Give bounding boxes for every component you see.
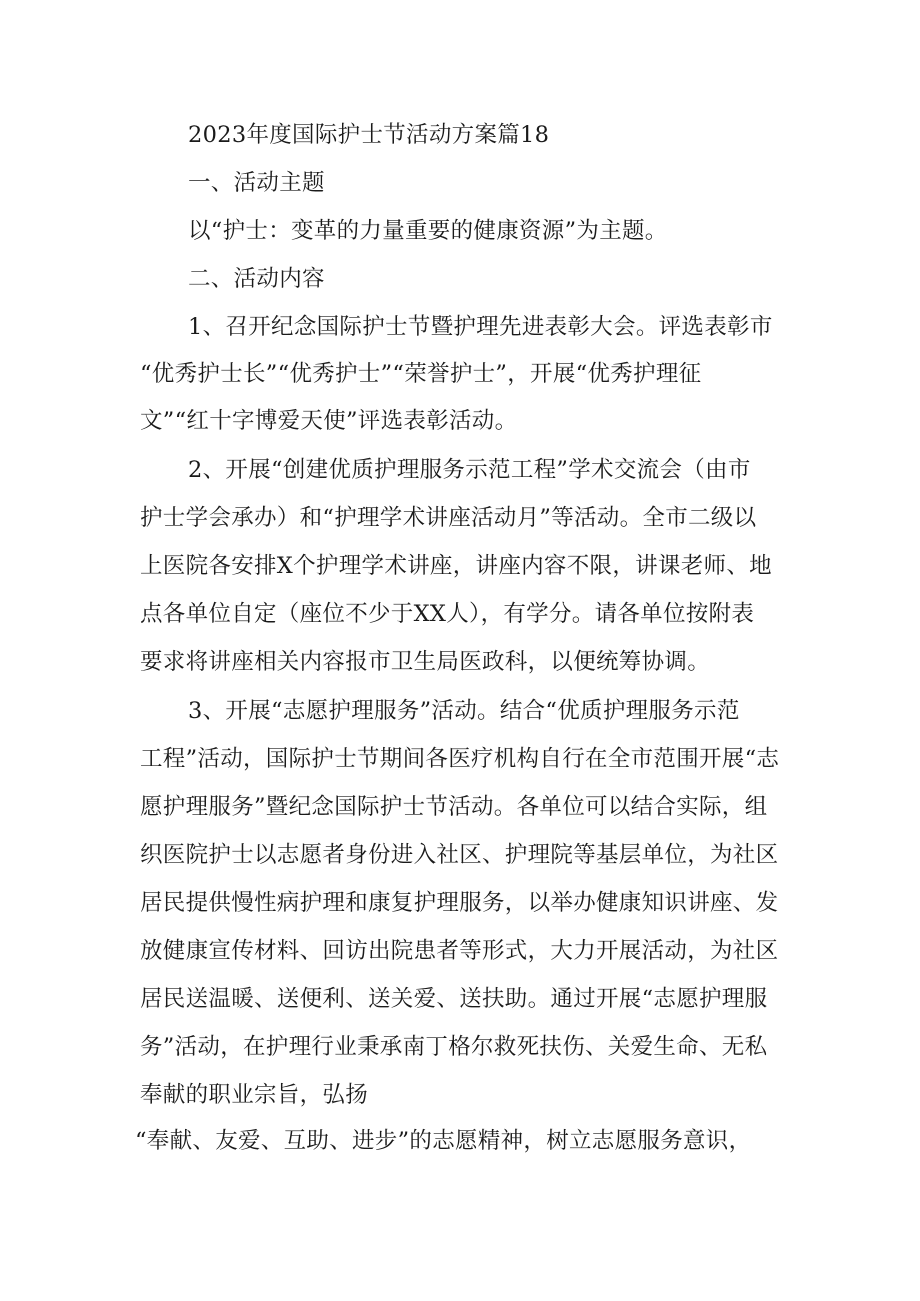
paragraph-line: 3、开展“志愿护理服务”活动。结合“优质护理服务示范 bbox=[188, 698, 740, 724]
paragraph-line: 务”活动，在护理行业秉承南丁格尔救死扶伤、关爱生命、无私 bbox=[140, 1034, 768, 1060]
paragraph-line: 点各单位自定（座位不少于XX人），有学分。请各单位按附表 bbox=[140, 601, 755, 627]
document-title: 2023年度国际护士节活动方案篇18 bbox=[188, 122, 550, 148]
paragraph-line: 2、开展“创建优质护理服务示范工程”学术交流会（由市 bbox=[188, 457, 751, 483]
paragraph-line: “优秀护士长”“优秀护士”“荣誉护士”，开展“优秀护理征 bbox=[140, 361, 702, 387]
paragraph-line: 1、召开纪念国际护士节暨护理先进表彰大会。评选表彰市 bbox=[188, 314, 773, 340]
paragraph-line: 文”“红十字博爱天使”评选表彰活动。 bbox=[140, 408, 518, 434]
paragraph-line: 居民送温暖、送便利、送关爱、送扶助。通过开展“志愿护理服 bbox=[140, 986, 768, 1012]
paragraph-line: 居民提供慢性病护理和康复护理服务，以举办健康知识讲座、发 bbox=[140, 890, 779, 916]
paragraph-line: 以“护士：变革的力量重要的健康资源”为主题。 bbox=[188, 218, 668, 244]
paragraph-line: 奉献的职业宗旨，弘扬 bbox=[140, 1082, 369, 1108]
paragraph-line: 放健康宣传材料、回访出院患者等形式，大力开展活动，为社区 bbox=[140, 938, 779, 964]
section-heading-content: 二、活动内容 bbox=[188, 266, 325, 292]
paragraph-line: 工程”活动，国际护士节期间各医疗机构自行在全市范围开展“志 bbox=[140, 746, 780, 772]
paragraph-line: “奉献、友爱、互助、进步”的志愿精神，树立志愿服务意识， bbox=[135, 1128, 752, 1154]
paragraph-line: 上医院各安排X个护理学术讲座，讲座内容不限，讲课老师、地 bbox=[140, 553, 772, 579]
paragraph-line: 愿护理服务”暨纪念国际护士节活动。各单位可以结合实际，组 bbox=[140, 794, 768, 820]
paragraph-line: 织医院护士以志愿者身份进入社区、护理院等基层单位，为社区 bbox=[140, 842, 779, 868]
paragraph-line: 护士学会承办）和“护理学术讲座活动月”等活动。全市二级以 bbox=[140, 505, 757, 531]
paragraph-line: 要求将讲座相关内容报市卫生局医政科，以便统筹协调。 bbox=[140, 649, 711, 675]
section-heading-theme: 一、活动主题 bbox=[188, 170, 325, 196]
